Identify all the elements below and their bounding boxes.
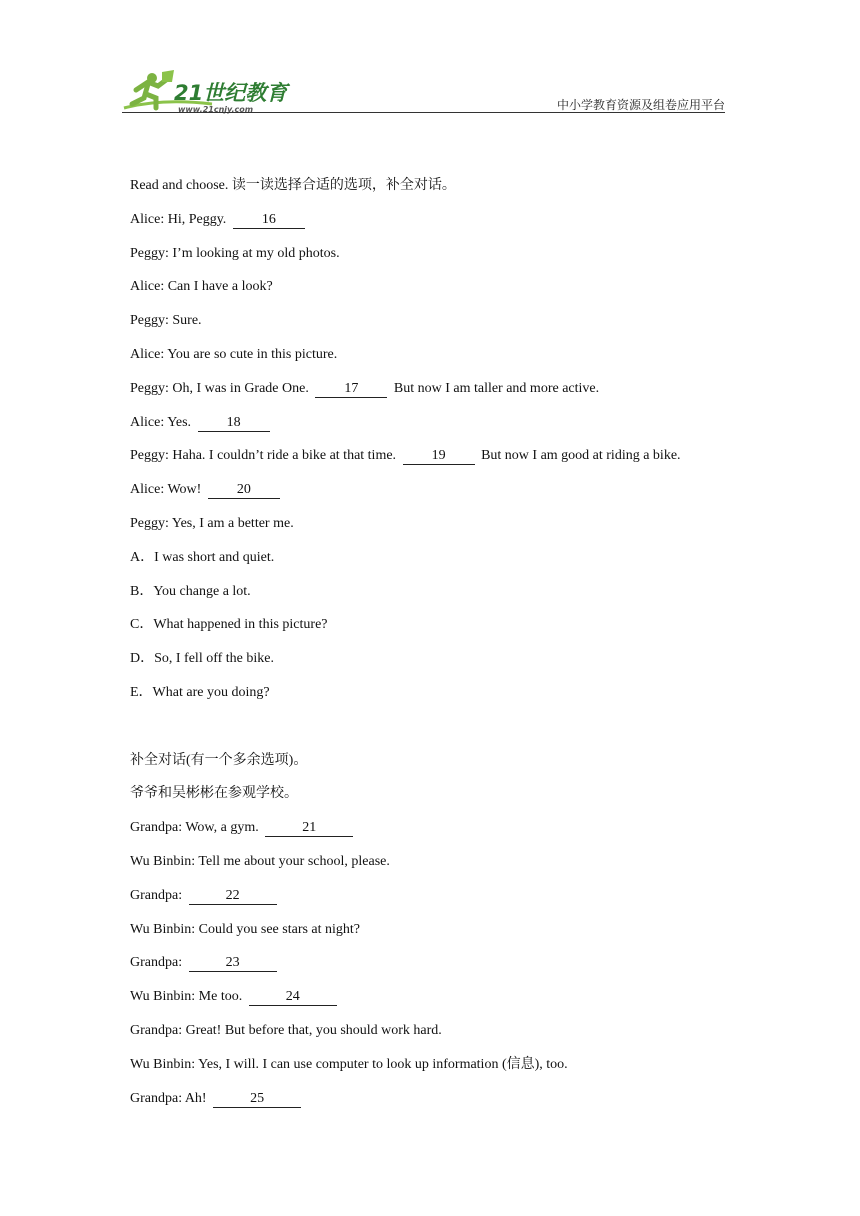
answer-blank[interactable]: 22 — [189, 887, 277, 905]
dialogue-line — [130, 886, 750, 920]
dialogue-text: Wu Binbin: Yes, I will. I can use computer to look up information (信息), too. — [130, 1056, 568, 1072]
header-platform-name: 中小学教育资源及组卷应用平台 — [556, 98, 725, 112]
answer-option: B．You change a lot. — [130, 583, 251, 599]
answer-blank[interactable]: 21 — [265, 819, 353, 837]
section1-instruction: Read and choose. 读一读选择合适的选项，补全对话。 — [130, 178, 456, 193]
dialogue-text: Peggy: I’m looking at my old photos. — [130, 245, 340, 261]
dialogue-line — [130, 1089, 750, 1123]
dialogue-text: Grandpa: Great! But before that, you should work hard. — [130, 1022, 442, 1038]
section2-instruction: 补全对话(有一个多余选项)。 — [130, 752, 308, 768]
dialogue-line — [130, 920, 750, 954]
dialogue-text: Wu Binbin: Me too. — [130, 989, 243, 1005]
answer-blank[interactable]: 19 — [403, 447, 475, 465]
answer-blank[interactable]: 20 — [208, 481, 280, 499]
dialogue-text: Grandpa: Wow, a gym. — [130, 820, 259, 836]
dialogue-text: Alice: Hi, Peggy. — [130, 211, 227, 227]
dialogue-text: Alice: Can I have a look? — [130, 279, 273, 295]
dialogue-text: Wu Binbin: Tell me about your school, please. — [130, 853, 390, 869]
dialogue-line — [130, 311, 750, 345]
dialogue-text: Grandpa: — [130, 887, 183, 903]
dialogue-text: Peggy: Sure. — [130, 313, 202, 329]
dialogue-line — [130, 446, 750, 480]
answer-option: A．I was short and quiet. — [130, 549, 275, 565]
dialogue-text: Alice: You are so cute in this picture. — [130, 346, 338, 362]
section2-context: 爷爷和吴彬彬在参观学校。 — [130, 786, 298, 802]
dialogue-line — [130, 852, 750, 886]
dialogue-line — [130, 480, 750, 514]
dialogue-text: Alice: Yes. — [130, 414, 192, 430]
answer-blank[interactable]: 25 — [213, 1090, 301, 1108]
answer-option: C．What happened in this picture? — [130, 617, 328, 633]
dialogue-line — [130, 953, 750, 987]
answer-option: E．What are you doing? — [130, 684, 270, 700]
dialogue-text: Peggy: Oh, I was in Grade One. — [130, 380, 309, 396]
dialogue-line — [130, 413, 750, 447]
dialogue-line — [130, 987, 750, 1021]
dialogue-line — [130, 1021, 750, 1055]
runner-logo-icon — [122, 68, 292, 116]
answer-option: D．So, I fell off the bike. — [130, 651, 274, 667]
logo-url: www.21cnjy.com — [178, 105, 254, 114]
answer-blank[interactable]: 24 — [249, 988, 337, 1006]
logo-text: 21世纪教育 — [174, 81, 288, 105]
header-divider — [122, 112, 725, 113]
answer-blank[interactable]: 23 — [189, 954, 277, 972]
dialogue-line — [130, 244, 750, 278]
dialogue-line — [130, 210, 750, 244]
document-body — [130, 176, 750, 1122]
dialogue-text-after: But now I am taller and more active. — [393, 380, 600, 396]
dialogue-text: Wu Binbin: Could you see stars at night? — [130, 921, 361, 937]
dialogue-text-after: But now I am good at riding a bike. — [481, 448, 681, 464]
dialogue-text: Peggy: Haha. I couldn’t ride a bike at that time. — [130, 448, 397, 464]
section-gap — [130, 717, 750, 751]
page-header — [122, 68, 725, 118]
dialogue-line — [130, 345, 750, 379]
dialogue-line — [130, 379, 750, 413]
answer-blank[interactable]: 17 — [315, 380, 387, 398]
dialogue-text: Alice: Wow! — [130, 482, 202, 498]
answer-blank[interactable]: 16 — [233, 211, 305, 229]
dialogue-line — [130, 1055, 750, 1089]
dialogue-text: Grandpa: — [130, 955, 183, 971]
dialogue-line — [130, 514, 750, 548]
dialogue-text: Peggy: Yes, I am a better me. — [130, 515, 294, 531]
dialogue-line — [130, 818, 750, 852]
logo — [122, 68, 292, 116]
dialogue-line — [130, 277, 750, 311]
dialogue-text: Grandpa: Ah! — [130, 1090, 207, 1106]
answer-blank[interactable]: 18 — [198, 414, 270, 432]
